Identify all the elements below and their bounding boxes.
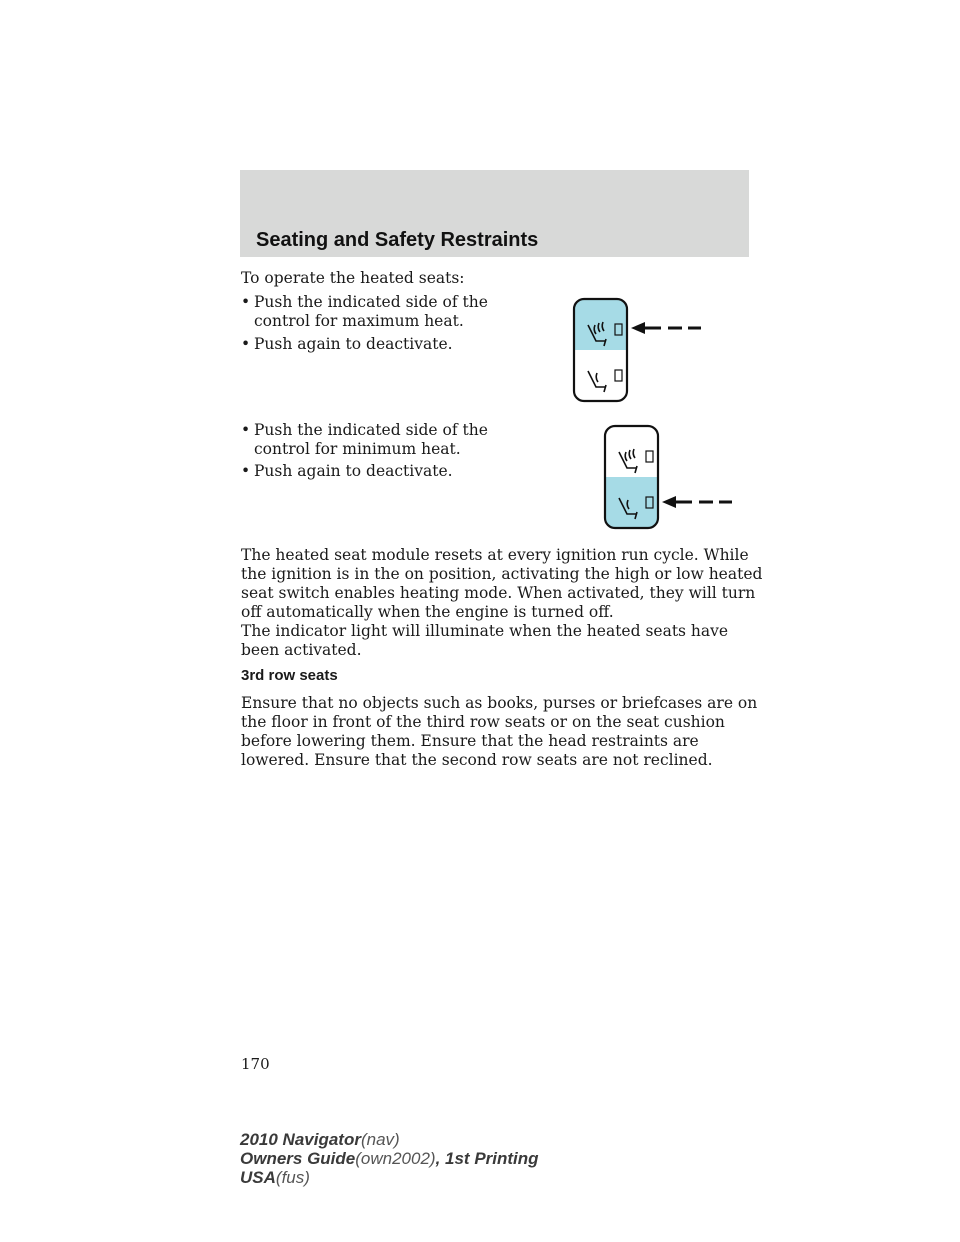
pointer-arrow-icon bbox=[631, 322, 701, 334]
print-footer: 2010 Navigator(nav) Owners Guide(own2002), 1st Printing USA(fus) bbox=[240, 1130, 539, 1187]
indicator-light-paragraph: The indicator light will illuminate when the heated seats have been activated. bbox=[241, 622, 729, 659]
third-row-paragraph: Ensure that no objects such as books, purses or briefcases are on the floor in front of the third row seats or on the seat cushion before lowering them. Ensure that the head restraints are lowered. Ensure that the second row seats are not reclined. bbox=[241, 694, 758, 769]
pointer-arrow-icon bbox=[662, 496, 732, 508]
bullet-deactivate-1: • Push again to deactivate. bbox=[241, 335, 453, 353]
subsection-title: 3rd row seats bbox=[241, 667, 338, 684]
bullet-deactivate-2: • Push again to deactivate. bbox=[241, 462, 453, 480]
section-title: Seating and Safety Restraints bbox=[256, 229, 539, 251]
bullet-min-heat: • Push the indicated side of the control for minimum heat. bbox=[241, 421, 488, 458]
ignition-cycle-paragraph: The heated seat module resets at every ignition run cycle. While the ignition is in the on position, activating the high or low heated seat switch enables heating mode. When activated, they will turn off automatically when the engine is turned off. bbox=[241, 546, 763, 621]
low-side-highlight bbox=[605, 477, 658, 528]
page-number: 170 bbox=[241, 1055, 270, 1073]
bullet-max-heat: • Push the indicated side of the control for maximum heat. bbox=[241, 293, 488, 330]
intro-text: To operate the heated seats: bbox=[241, 269, 465, 287]
heated-seat-switch-high-figure bbox=[565, 295, 705, 407]
heated-seat-switch-low-figure bbox=[596, 422, 736, 534]
